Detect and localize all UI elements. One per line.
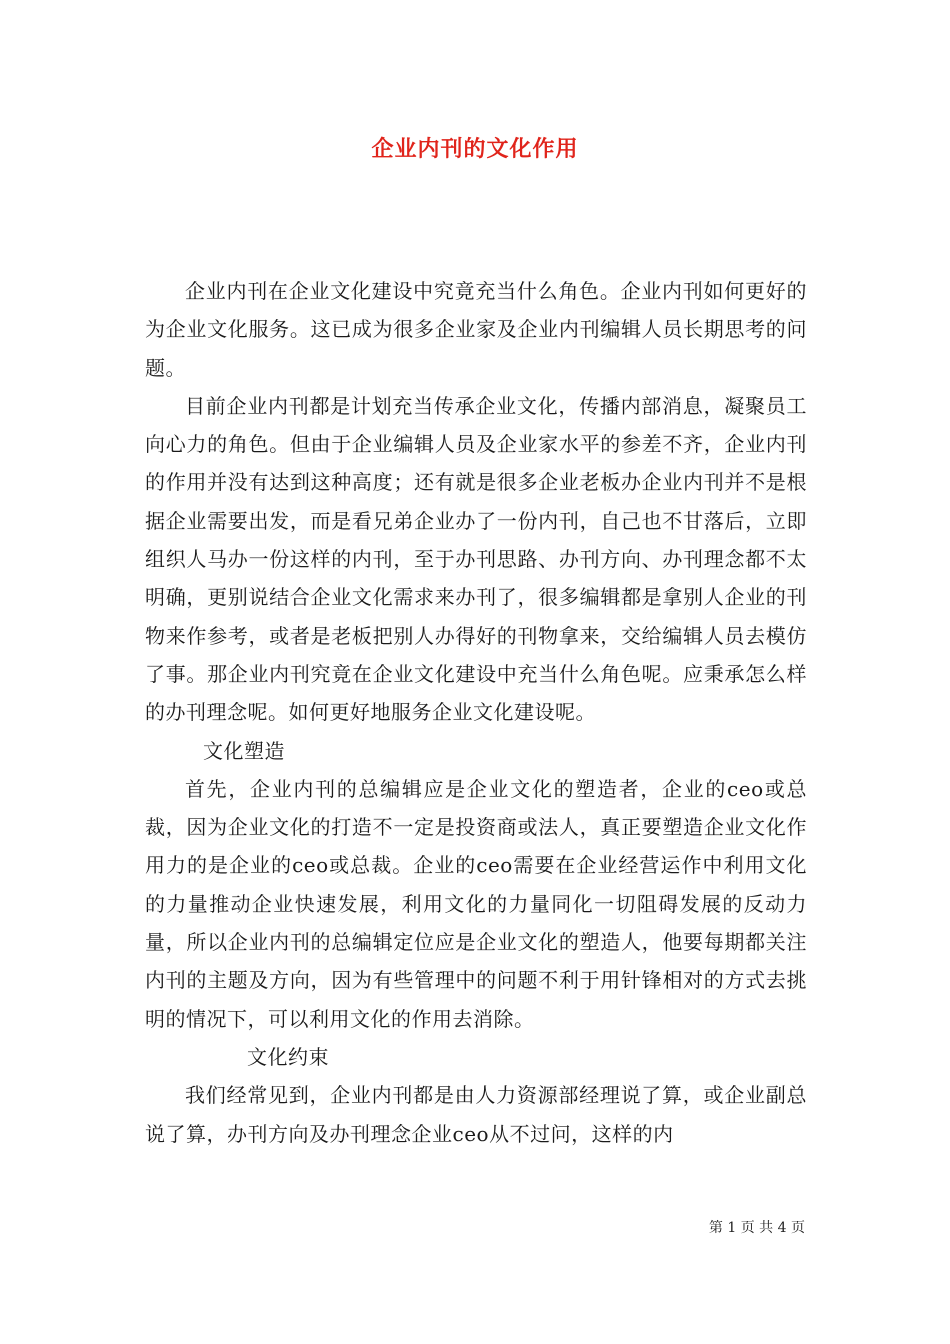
- intro-paragraph: 企业内刊在企业文化建设中究竟充当什么角色。企业内刊如何更好的为企业文化服务。这已成为很多企业家及企业内刊编辑人员长期思考的问题。: [145, 279, 807, 380]
- document-title: 企业内刊的文化作用: [371, 136, 579, 162]
- section-paragraph-culture-shaping: 首先，企业内刊的总编辑应是企业文化的塑造者，企业的ceo或总裁，因为企业文化的打造不一定是投资商或法人，真正要塑造企业文化作用力的是企业的ceo或总裁。企业的ceo需要在企业经营运作中利用文化的力量推动企业快速发展，利用文化的力量同化一切阻碍发展的反动力量，所以企业内刊的总编辑定位应是企业文化的塑造人，他要每期都关注内刊的主题及方向，因为有些管理中的问题不利于用针锋相对的方式去挑明的情况下，可以利用文化的作用去消除。: [145, 776, 807, 1031]
- page-number-footer: 第 1 页 共 4 页: [708, 1220, 805, 1236]
- section-heading-culture-constraint: 文化约束: [247, 1044, 329, 1069]
- section-heading-culture-shaping: 文化塑造: [203, 738, 285, 763]
- section-paragraph-culture-constraint: 我们经常见到，企业内刊都是由人力资源部经理说了算，或企业副总说了算，办刊方向及办刊理念企业ceo从不过问，这样的内: [145, 1083, 807, 1146]
- document-body: [145, 272, 807, 1153]
- context-paragraph: 目前企业内刊都是计划充当传承企业文化，传播内部消息，凝聚员工向心力的角色。但由于企业编辑人员及企业家水平的参差不齐，企业内刊的作用并没有达到这种高度；还有就是很多企业老板办企业内刊并不是根据企业需要出发，而是看兄弟企业办了一份内刊，自己也不甘落后，立即组织人马办一份这样的内刊，至于办刊思路、办刊方向、办刊理念都不太明确，更别说结合企业文化需求来办刊了，很多编辑都是拿别人企业的刊物来作参考，或者是老板把别人办得好的刊物拿来，交给编辑人员去模仿了事。那企业内刊究竟在企业文化建设中充当什么角色呢。应秉承怎么样的办刊理念呢。如何更好地服务企业文化建设呢。: [145, 393, 807, 725]
